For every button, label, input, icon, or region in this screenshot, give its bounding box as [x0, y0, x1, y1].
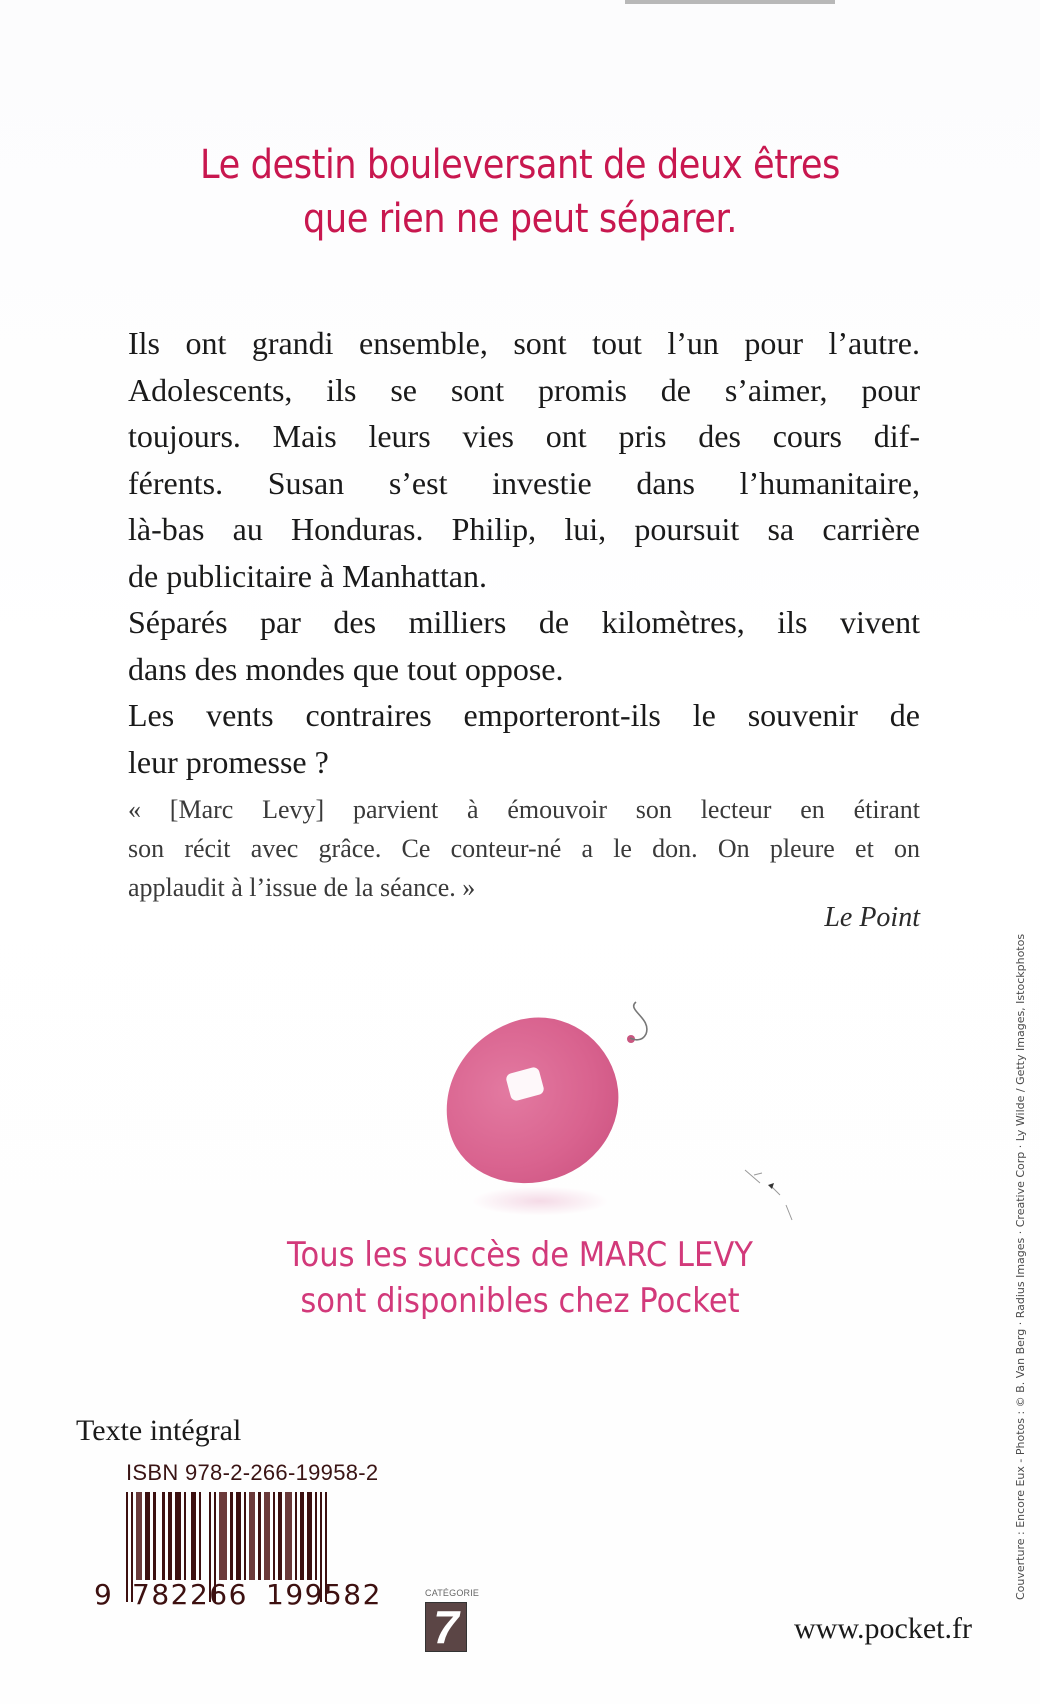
balloon-reflection	[470, 1186, 610, 1216]
headline-line: que rien ne peut séparer.	[302, 196, 738, 242]
ean-left-digits: 782266	[132, 1578, 248, 1611]
synopsis-line: leur promesse ?	[128, 743, 329, 780]
synopsis-line: là-bas au Honduras. Philip, lui, poursuit sa carrière	[128, 511, 920, 547]
headline-line: Le destin bouleversant de deux êtres	[200, 142, 840, 188]
synopsis-line: Les vents contraires emporteront-ils le souvenir de	[128, 697, 920, 733]
pink-balloon-icon	[430, 990, 810, 1230]
balloon-body	[423, 997, 639, 1205]
synopsis-line: Ils ont grandi ensemble, sont tout l’un pour l’autre.	[128, 325, 920, 361]
price-category	[425, 1588, 480, 1653]
edition-note: Texte intégral	[76, 1414, 242, 1447]
synopsis-line: de publicitaire à Manhattan.	[128, 557, 487, 594]
photo-credits: Couverture : Encore Eux - Photos : © B. Van Berg · Radius Images · Creative Corp · Ly Wilde / Getty Images, Istockphotos	[1014, 933, 1027, 1600]
ean-first-digit: 9	[94, 1578, 112, 1611]
quote-line: applaudit à l’issue de la séance. »	[128, 873, 476, 902]
isbn-label: ISBN 978-2-266-19958-2	[126, 1460, 379, 1485]
tagline-line: Tous les succès de MARC LEVY	[287, 1235, 753, 1275]
balloon-string-icon	[628, 1000, 668, 1050]
quote-line: son récit avec grâce. Ce conteur-né a le don. On pleure et on	[128, 834, 920, 863]
category-number: 7	[425, 1602, 467, 1652]
publisher-tagline	[232, 1232, 808, 1324]
press-review-quote	[128, 790, 920, 907]
category-label: CATÉGORIE	[425, 1588, 480, 1598]
top-edge-mark	[625, 0, 835, 4]
synopsis-line: toujours. Mais leurs vies ont pris des cours dif-	[128, 418, 920, 454]
quote-line: « [Marc Levy] parvient à émouvoir son lecteur en étirant	[128, 795, 920, 824]
tagline-line: sont disponibles chez Pocket	[300, 1281, 740, 1321]
headline	[150, 138, 889, 246]
quote-source: Le Point	[824, 902, 920, 933]
isbn-barcode	[88, 1460, 418, 1620]
synopsis-line: dans des mondes que tout oppose.	[128, 650, 564, 687]
publisher-website: www.pocket.fr	[794, 1612, 972, 1645]
debris-fragment-icon	[740, 1165, 800, 1225]
ean-right-digits: 199582	[266, 1578, 382, 1611]
synopsis	[128, 320, 920, 785]
synopsis-line: Séparés par des milliers de kilomètres, ils vivent	[128, 604, 920, 640]
synopsis-line: férents. Susan s’est investie dans l’humanitaire,	[128, 464, 920, 501]
synopsis-line: Adolescents, ils se sont promis de s’aimer, pour	[128, 371, 920, 408]
